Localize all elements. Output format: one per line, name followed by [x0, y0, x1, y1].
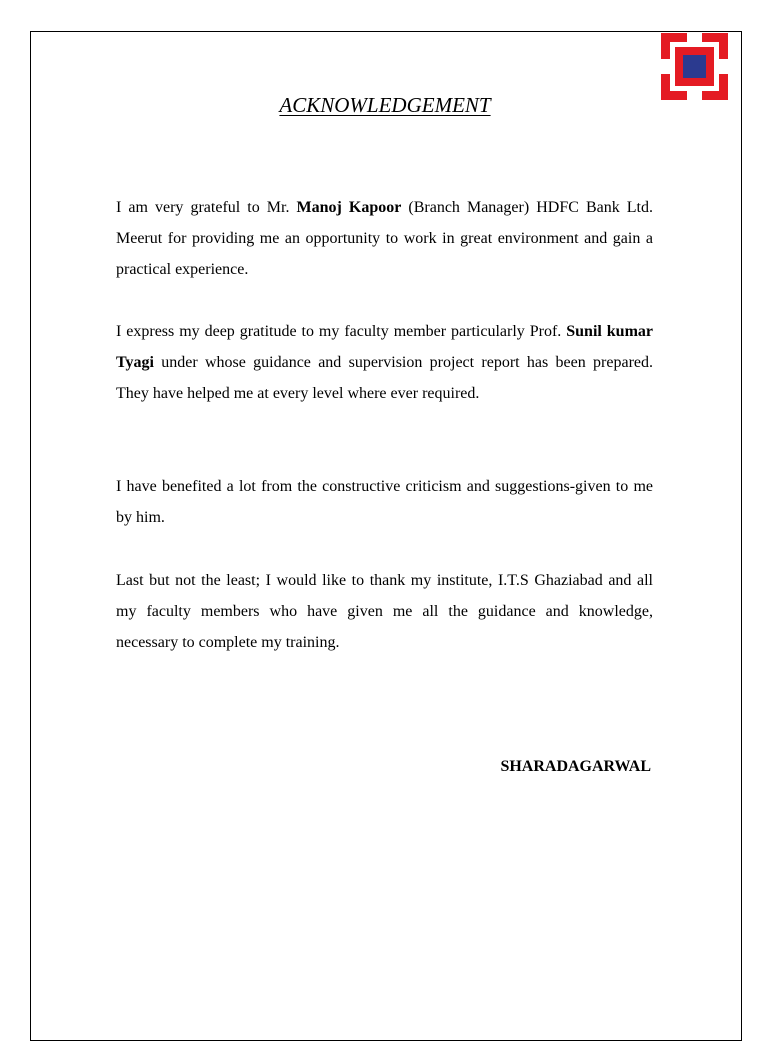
paragraph-1-bold-name: Manoj Kapoor — [296, 199, 402, 216]
paragraph-2-bold-name: Sunil kumar Tyagi — [116, 323, 654, 371]
logo-blue-square — [683, 55, 706, 78]
signature: SHARADAGARWAL — [500, 758, 651, 775]
paragraph-1 — [116, 192, 653, 285]
title-text: ACKNOWLEDGEMENT — [279, 93, 491, 117]
paragraph-4: Last but not the least; I would like to thank my institute, I.T.S Ghaziabad and all my faculty members who have given me all the guidance and knowledge, necessary to complete my training. — [116, 572, 653, 651]
document-title — [0, 93, 768, 118]
paragraph-2-after: under whose guidance and supervision project report has been prepared. They have helped me at every level where ever required. — [116, 354, 653, 402]
paragraph-1-before: I am very grateful to Mr. — [116, 199, 297, 216]
paragraph-2 — [116, 316, 653, 409]
paragraph-2-before: I express my deep gratitude to my faculty member particularly Prof. — [116, 323, 567, 340]
page-border — [30, 31, 742, 1041]
paragraph-1-after: (Branch Manager) HDFC Bank Ltd. Meerut for providing me an opportunity to work in great environment and gain a practical experience. — [116, 199, 653, 278]
paragraph-3: I have benefited a lot from the constructive criticism and suggestions-given to me by him. — [116, 478, 653, 526]
hdfc-logo-icon — [661, 33, 728, 100]
